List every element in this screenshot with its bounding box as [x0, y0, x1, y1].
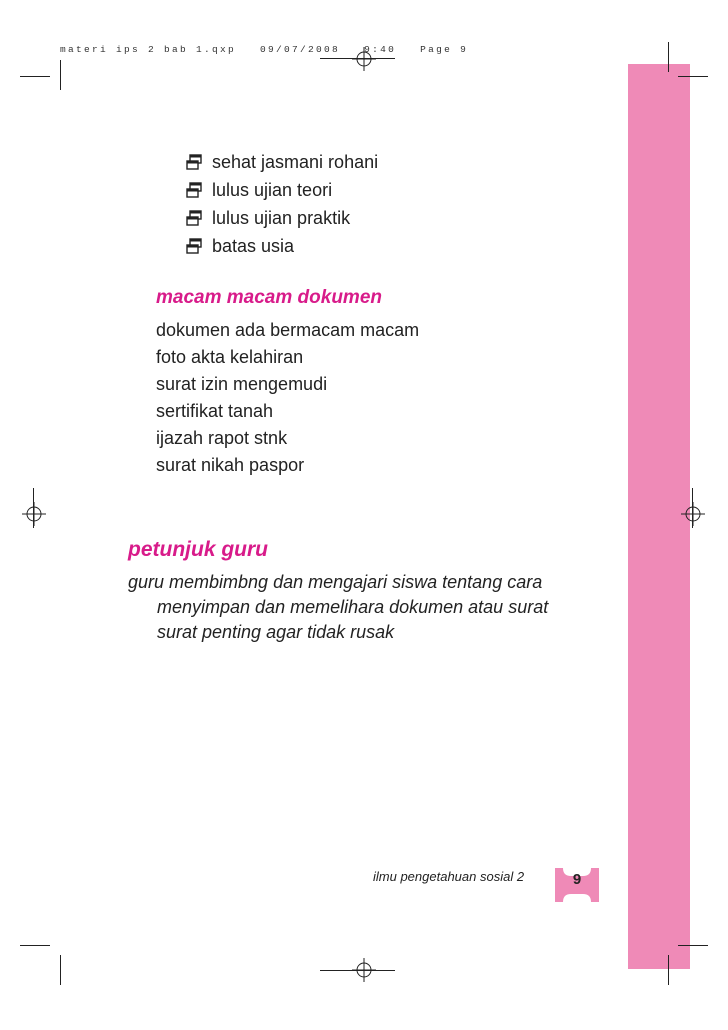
list-item: foto akta kelahiran — [156, 347, 304, 367]
list-item: surat izin mengemudi — [156, 374, 328, 394]
list-item — [185, 148, 378, 176]
stacked-windows-icon — [185, 153, 203, 171]
crop-mark-top-right-v — [668, 42, 669, 72]
bullet-text: lulus ujian praktik — [212, 207, 351, 228]
registration-mark-icon — [22, 502, 46, 526]
teacher-guide-heading: petunjuk guru — [128, 538, 268, 561]
slug-file-name: materi ips 2 bab 1.qxp — [60, 44, 237, 55]
list-item: surat nikah paspor — [156, 455, 305, 475]
bullet-text: sehat jasmani rohani — [212, 151, 379, 172]
registration-mark-icon — [352, 47, 376, 71]
bullet-text: batas usia — [212, 235, 295, 256]
slug-date: 09/07/2008 — [260, 44, 341, 55]
bullet-text: lulus ujian teori — [212, 179, 333, 200]
documents-heading: macam macam dokumen — [156, 287, 382, 308]
stacked-windows-icon — [185, 209, 203, 227]
crop-mark-top-right-h — [678, 76, 708, 77]
list-item — [185, 232, 378, 260]
documents-list — [156, 317, 419, 479]
registration-mark-icon — [681, 502, 705, 526]
registration-mark-icon — [352, 958, 376, 982]
book-title: ilmu pengetahuan sosial 2 — [373, 869, 525, 884]
print-slug — [60, 44, 468, 55]
paragraph-line: menyimpan dan memelihara dokumen atau surat — [157, 597, 549, 617]
crop-mark-bottom-left-h — [20, 945, 50, 946]
list-item: dokumen ada bermacam macam — [156, 320, 420, 340]
crop-mark-bottom-left-v — [60, 955, 61, 985]
stacked-windows-icon — [185, 237, 203, 255]
crop-mark-top-left-v — [60, 60, 61, 90]
list-item — [185, 204, 378, 232]
requirements-list — [185, 148, 378, 260]
list-item — [185, 176, 378, 204]
teacher-guide-paragraph — [128, 570, 548, 645]
slug-time: 9:40 — [364, 44, 397, 55]
page-number: 9 — [572, 871, 582, 888]
paragraph-line: surat penting agar tidak rusak — [157, 622, 395, 642]
list-item: ijazah rapot stnk — [156, 428, 288, 448]
slug-page: Page 9 — [420, 44, 469, 55]
crop-mark-bottom-right-h — [678, 945, 708, 946]
stacked-windows-icon — [185, 181, 203, 199]
crop-mark-top-left-h — [20, 76, 50, 77]
crop-mark-bottom-right-v — [668, 955, 669, 985]
list-item: sertifikat tanah — [156, 401, 274, 421]
paragraph-line: guru membimbng dan mengajari siswa tentang cara — [128, 572, 543, 592]
